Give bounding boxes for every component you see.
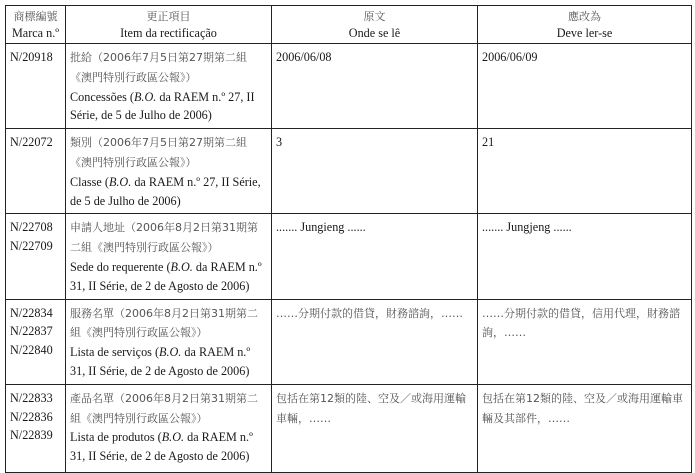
item-pt: Sede do requerente (B.O. da RAEM n.º 31, II Série, de 2 de Agosto de 2006) bbox=[70, 259, 262, 293]
item-cell bbox=[66, 384, 272, 472]
table-row bbox=[6, 214, 692, 299]
deve-cell: ……分期付款的借貸，信用代理，財務諮詢，…… bbox=[478, 299, 692, 384]
header-onde bbox=[272, 6, 478, 44]
item-cell bbox=[66, 299, 272, 384]
marca-number: N/22839 bbox=[10, 428, 53, 443]
marca-cell bbox=[6, 44, 66, 129]
onde-cell: 2006/06/08 bbox=[272, 44, 478, 129]
header-deve bbox=[478, 6, 692, 44]
header-item-zh: 更正項目 bbox=[146, 9, 191, 23]
item-zh: 申請人地址（2006年8月2日第31期第二組《澳門特別行政區公報》） bbox=[70, 221, 258, 255]
marca-number: N/22836 bbox=[10, 409, 53, 424]
marca-cell bbox=[6, 299, 66, 384]
marca-number: N/22708 bbox=[10, 220, 53, 235]
marca-number: N/22709 bbox=[10, 239, 53, 254]
item-zh: 服務名單（2006年8月2日第31期第二組《澳門特別行政區公報》） bbox=[70, 306, 258, 340]
onde-cell: 包括在第12類的陸、空及／或海用運輸車輛，…… bbox=[272, 384, 478, 472]
table-row bbox=[6, 129, 692, 214]
marca-cell bbox=[6, 384, 66, 472]
header-marca-pt: Marca n.º bbox=[11, 25, 60, 40]
deve-cell: ....... Jungjeng ...... bbox=[478, 214, 692, 299]
item-zh: 批給（2006年7月5日第27期第二組《澳門特別行政區公報》） bbox=[70, 51, 247, 84]
onde-cell: ……分期付款的借貸，財務諮詢，…… bbox=[272, 299, 478, 384]
header-marca bbox=[6, 6, 66, 44]
marca-cell bbox=[6, 129, 66, 214]
marca-number: N/22834 bbox=[10, 305, 53, 320]
item-cell bbox=[66, 214, 272, 299]
rectification-table bbox=[5, 5, 692, 473]
header-onde-pt: Onde se lê bbox=[348, 25, 401, 40]
item-pt: Classe (B.O. da RAEM n.º 27, II Série, de 5 de Julho de 2006) bbox=[70, 174, 261, 208]
header-item bbox=[66, 6, 272, 44]
marca-number: N/22072 bbox=[10, 135, 53, 150]
item-cell bbox=[66, 129, 272, 214]
header-deve-zh: 應改為 bbox=[568, 9, 601, 23]
header-row bbox=[6, 6, 692, 44]
header-marca-zh: 商標編號 bbox=[13, 9, 58, 23]
item-zh: 產品名單（2006年8月2日第31期第二組《澳門特別行政區公報》） bbox=[70, 391, 258, 425]
item-pt: Concessões (B.O. da RAEM n.º 27, II Série, de 5 de Julho de 2006) bbox=[70, 89, 255, 123]
table-row bbox=[6, 44, 692, 129]
item-cell bbox=[66, 44, 272, 129]
marca-number: N/22840 bbox=[10, 343, 53, 358]
item-pt: Lista de serviços (B.O. da RAEM n.º 31, II Série, de 2 de Agosto de 2006) bbox=[70, 345, 251, 378]
deve-cell: 2006/06/09 bbox=[478, 44, 692, 129]
table-row bbox=[6, 299, 692, 384]
onde-cell: ....... Jungieng ...... bbox=[272, 214, 478, 299]
onde-cell: 3 bbox=[272, 129, 478, 214]
header-item-pt: Item da rectificação bbox=[120, 25, 217, 40]
header-deve-pt: Deve ler-se bbox=[556, 25, 613, 40]
marca-number: N/22837 bbox=[10, 324, 53, 339]
item-pt: Lista de produtos (B.O. da RAEM n.º 31, II Série, de 2 de Agosto de 2006) bbox=[70, 430, 253, 464]
marca-cell bbox=[6, 214, 66, 299]
marca-number: N/20918 bbox=[10, 50, 53, 64]
marca-number: N/22833 bbox=[10, 390, 53, 405]
header-onde-zh: 原文 bbox=[363, 9, 386, 23]
deve-cell: 21 bbox=[478, 129, 692, 214]
table-row bbox=[6, 384, 692, 472]
item-zh: 類別（2006年7月5日第27期第二組《澳門特別行政區公報》） bbox=[70, 136, 247, 169]
deve-cell: 包括在第12類的陸、空及／或海用運輸車輛及其部件，…… bbox=[478, 384, 692, 472]
